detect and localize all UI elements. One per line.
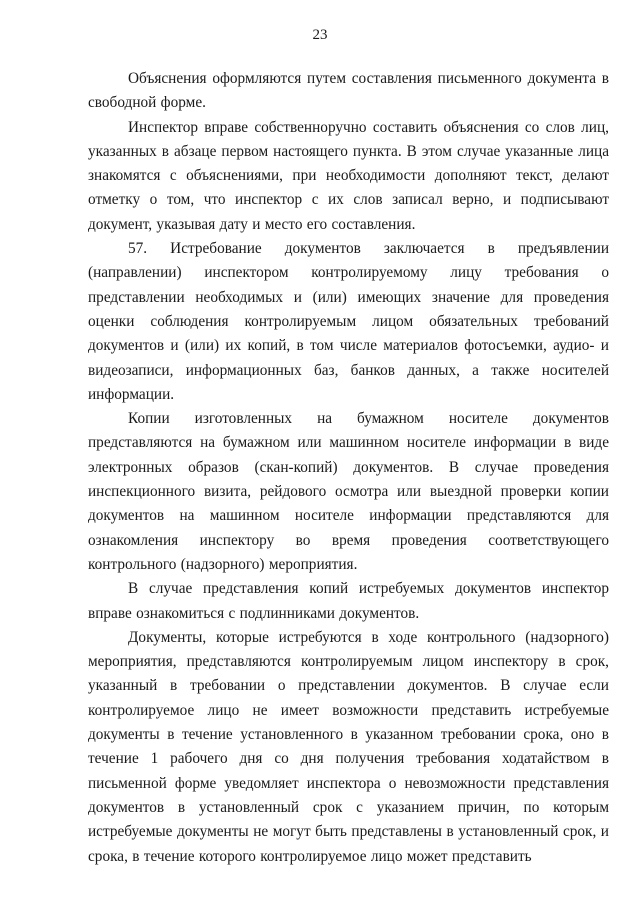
page-number: 23 <box>312 27 328 43</box>
paragraph-originals-review: В случае представления копий истребуемых документов инспектор вправе ознакомиться с подлинниками документов. <box>88 580 609 622</box>
document-body <box>88 67 609 869</box>
paragraph-explanations-form: Объяснения оформляются путем составления письменного документа в свободной форме. <box>88 70 609 112</box>
paragraph-item-57-document-request: 57. Истребование документов заключается в предъявлении (направлении) инспектором контролируемому лицу требования о представлении необходимых и (или) имеющих значение для проведения оценки соблюдения контролируемым лицом обязательных требований документов и (или) их копий, в том числе материалов фотосъемки, аудио- и видеозаписи, информационных баз, банков данных, а также носителей информации. <box>88 240 609 403</box>
paragraph-submission-deadline: Документы, которые истребуются в ходе контрольного (надзорного) мероприятия, представляются контролируемым лицом инспектору в срок, указанный в требовании о представлении документов. В случае если контролируемое лицо не имеет возможности представить истребуемые документы в течение установленного в указанном требовании срока, оно в течение 1 рабочего дня со дня получения требования ходатайством в письменной форме уведомляет инспектора о невозможности представления документов в установленный срок с указанием причин, по которым истребуемые документы не могут быть представлены в установленный срок, и срока, в течение которого контролируемое лицо может представить <box>88 628 609 865</box>
paragraph-document-copies: Копии изготовленных на бумажном носителе документов представляются на бумажном или машинном носителе информации в виде электронных образов (скан-копий) документов. В случае проведения инспекционного визита, рейдового осмотра или выездной проверки копии документов на машинном носителе информации представляются для ознакомления инспектору во время проведения соответствующего контрольного (надзорного) мероприятия. <box>88 410 609 573</box>
paragraph-inspector-writes-explanations: Инспектор вправе собственноручно составить объяснения со слов лиц, указанных в абзаце первом настоящего пункта. В этом случае указанные лица знакомятся с объяснениями, при необходимости дополняют текст, делают отметку о том, что инспектор с их слов записал верно, и подписывают документ, указывая дату и место его составления. <box>88 118 609 233</box>
